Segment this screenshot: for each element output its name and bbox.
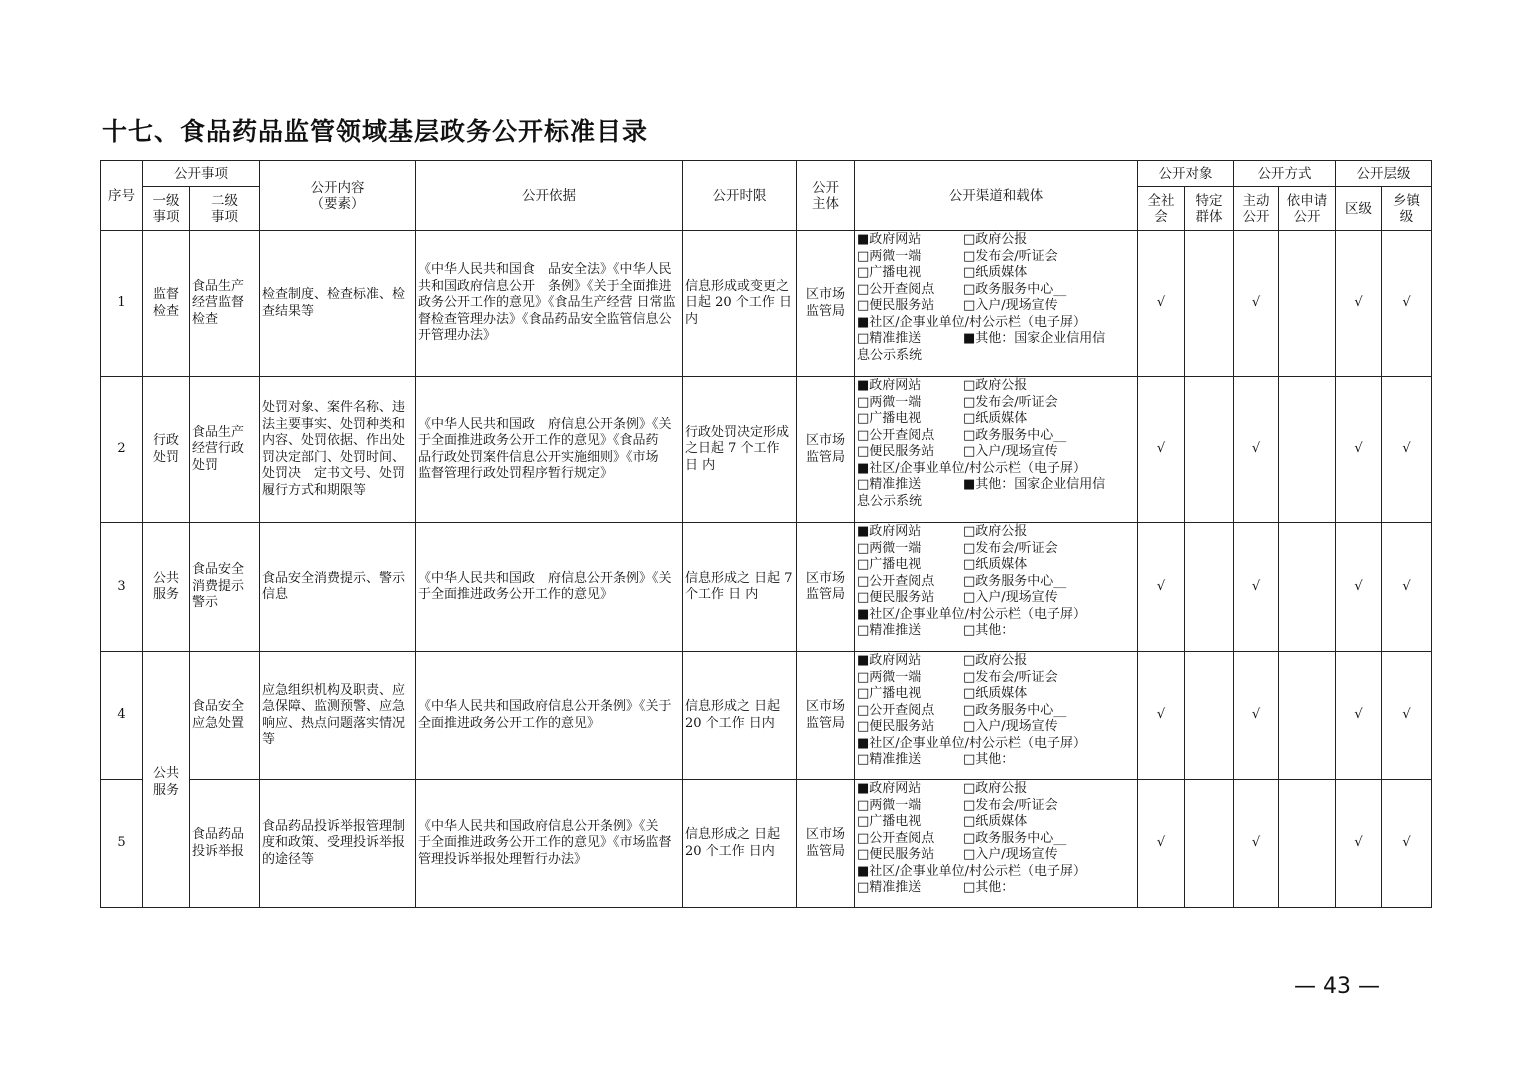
check-level-town: √ bbox=[1382, 652, 1432, 780]
header-time: 公开时限 bbox=[683, 161, 797, 231]
channel-option: □广播电视 bbox=[857, 265, 922, 280]
check-method-request bbox=[1279, 377, 1336, 523]
check-level-town: √ bbox=[1382, 523, 1432, 652]
channel-option: □政务服务中心__ bbox=[963, 281, 1067, 297]
level2-item: 食品生产 经营行政 处罚 bbox=[190, 377, 260, 523]
channel-option: □入户/现场宣传 bbox=[963, 719, 1058, 734]
channel-line bbox=[857, 736, 1135, 753]
channel-line bbox=[857, 831, 1135, 848]
table-row bbox=[101, 652, 1432, 780]
content-cell: 食品药品投诉举报管理制度和政策、受理投诉举报的途径等 bbox=[260, 780, 416, 908]
time-limit-cell: 行政处罚决定形成之日起 7 个工作 日 内 bbox=[683, 377, 797, 523]
channel-option: □纸质媒体 bbox=[963, 557, 1028, 572]
subject-cell: 区市场 监管局 bbox=[797, 231, 855, 377]
header-channels: 公开渠道和载体 bbox=[855, 161, 1138, 231]
channel-line bbox=[857, 524, 1135, 541]
check-target-specific bbox=[1185, 231, 1234, 377]
channel-option: □入户/现场宣传 bbox=[963, 298, 1058, 313]
channel-option: □广播电视 bbox=[857, 557, 922, 572]
check-method-active: √ bbox=[1234, 523, 1279, 652]
channel-option: □发布会/听证会 bbox=[963, 540, 1058, 556]
level1-item: 行政 处罚 bbox=[143, 377, 190, 523]
channel-option: □发布会/听证会 bbox=[963, 248, 1058, 264]
channel-line bbox=[857, 847, 1135, 864]
level2-item: 食品药品 投诉举报 bbox=[190, 780, 260, 908]
check-method-active: √ bbox=[1234, 780, 1279, 908]
check-method-request bbox=[1279, 652, 1336, 780]
channel-option: 息公示系统 bbox=[857, 347, 923, 363]
level1-item: 公共 服务 bbox=[143, 652, 190, 908]
channel-line bbox=[857, 590, 1135, 607]
check-level-district: √ bbox=[1336, 377, 1382, 523]
channel-option: □入户/现场宣传 bbox=[963, 444, 1058, 459]
channel-line bbox=[857, 315, 1135, 332]
channel-option: □两微一端 bbox=[857, 248, 922, 264]
channel-option: □便民服务站 bbox=[857, 298, 935, 313]
channel-line bbox=[857, 249, 1135, 266]
channel-line bbox=[857, 477, 1135, 494]
check-target-all: √ bbox=[1138, 377, 1185, 523]
check-level-town: √ bbox=[1382, 780, 1432, 908]
header-content: 公开内容 （要素） bbox=[260, 161, 416, 231]
row-number: 4 bbox=[101, 652, 143, 780]
time-limit-cell: 信息形成或变更之日起 20 个工作 日 内 bbox=[683, 231, 797, 377]
level1-item: 监督 检查 bbox=[143, 231, 190, 377]
check-level-town: √ bbox=[1382, 377, 1432, 523]
channel-option: ■社区/企事业单位/村公示栏（电子屏） bbox=[857, 735, 1087, 751]
table-row bbox=[101, 780, 1432, 908]
table-body bbox=[101, 231, 1432, 908]
channel-option: □发布会/听证会 bbox=[963, 669, 1058, 685]
header-target: 公开对象 bbox=[1138, 161, 1234, 187]
channel-line bbox=[857, 461, 1135, 478]
check-method-request bbox=[1279, 523, 1336, 652]
channel-line bbox=[857, 880, 1135, 897]
channel-line bbox=[857, 411, 1135, 428]
channel-option: ■政府网站 bbox=[857, 232, 922, 247]
channel-line bbox=[857, 541, 1135, 558]
channel-option: □纸质媒体 bbox=[963, 686, 1028, 701]
channel-option: □发布会/听证会 bbox=[963, 394, 1058, 410]
header-level2: 二级 事项 bbox=[190, 187, 260, 231]
channel-option: □两微一端 bbox=[857, 394, 922, 410]
content-cell: 检查制度、检查标准、检查结果等 bbox=[260, 231, 416, 377]
channel-option: □政务服务中心__ bbox=[963, 702, 1067, 718]
channel-line bbox=[857, 494, 1135, 511]
time-limit-cell: 信息形成之 日起 20 个工作 日内 bbox=[683, 780, 797, 908]
check-target-specific bbox=[1185, 652, 1234, 780]
channel-option: ■政府网站 bbox=[857, 378, 922, 393]
channel-option: □政府公报 bbox=[963, 524, 1028, 539]
check-method-request bbox=[1279, 231, 1336, 377]
channel-option: □其他： bbox=[963, 623, 1015, 638]
channel-option: □便民服务站 bbox=[857, 444, 935, 459]
header-method: 公开方式 bbox=[1234, 161, 1336, 187]
header-target-specific: 特定 群体 bbox=[1185, 187, 1234, 231]
check-level-district: √ bbox=[1336, 523, 1382, 652]
row-number: 2 bbox=[101, 377, 143, 523]
channel-option: □政府公报 bbox=[963, 781, 1028, 796]
channel-line bbox=[857, 703, 1135, 720]
table-header bbox=[101, 161, 1432, 231]
check-target-all: √ bbox=[1138, 231, 1185, 377]
channel-line bbox=[857, 814, 1135, 831]
header-level1: 一级 事项 bbox=[143, 187, 190, 231]
channel-option: ■社区/企事业单位/村公示栏（电子屏） bbox=[857, 314, 1087, 330]
header-subject: 公开 主体 bbox=[797, 161, 855, 231]
channel-option: □精准推送 bbox=[857, 331, 922, 346]
subject-cell: 区市场 监管局 bbox=[797, 780, 855, 908]
channel-option: □公开查阅点 bbox=[857, 573, 935, 589]
check-level-district: √ bbox=[1336, 780, 1382, 908]
level2-item: 食品安全 应急处置 bbox=[190, 652, 260, 780]
channel-option: □便民服务站 bbox=[857, 590, 935, 605]
channel-option: ■社区/企事业单位/村公示栏（电子屏） bbox=[857, 460, 1087, 476]
channel-option: □入户/现场宣传 bbox=[963, 590, 1058, 605]
header-items: 公开事项 bbox=[143, 161, 260, 187]
channel-line bbox=[857, 670, 1135, 687]
channel-option: □两微一端 bbox=[857, 669, 922, 685]
header-method-request: 依申请 公开 bbox=[1279, 187, 1336, 231]
channel-option: □精准推送 bbox=[857, 477, 922, 492]
check-method-active: √ bbox=[1234, 231, 1279, 377]
channels-cell bbox=[855, 780, 1138, 908]
content-cell: 处罚对象、案件名称、违法主要事实、处罚种类和内容、处罚依据、作出处罚决定部门、处罚时间、处罚决 定书文号、处罚履行方式和期限等 bbox=[260, 377, 416, 523]
channel-line bbox=[857, 798, 1135, 815]
content-cell: 食品安全消费提示、警示信息 bbox=[260, 523, 416, 652]
channel-option: ■其他：国家企业信用信 bbox=[963, 477, 1106, 492]
channel-line bbox=[857, 752, 1135, 769]
check-level-district: √ bbox=[1336, 231, 1382, 377]
channel-line bbox=[857, 298, 1135, 315]
level2-item: 食品安全 消费提示 警示 bbox=[190, 523, 260, 652]
channel-option: ■政府网站 bbox=[857, 524, 922, 539]
table-row bbox=[101, 523, 1432, 652]
check-target-all: √ bbox=[1138, 523, 1185, 652]
channel-option: □公开查阅点 bbox=[857, 830, 935, 846]
header-level-district: 区级 bbox=[1336, 187, 1382, 231]
basis-cell: 《中华人民共和国政 府信息公开条例》《关于全面推进政务公开工作的意见》《食品药 品行政处罚案件信息公开实施细则》《市场 监督管理行政处罚程序暂行规定》 bbox=[416, 377, 683, 523]
page-number: — 43 — bbox=[1294, 974, 1380, 999]
row-number: 3 bbox=[101, 523, 143, 652]
channels-cell bbox=[855, 523, 1138, 652]
time-limit-cell: 信息形成之 日起 7个工作 日 内 bbox=[683, 523, 797, 652]
basis-cell: 《中华人民共和国食 品安全法》《中华人民共和国政府信息公开 条例》《关于全面推进 政务公开工作的意见》《食品生产经营 日常监督检查管理办法》《食品药品安全监管信息公开管理办法》 bbox=[416, 231, 683, 377]
basis-cell: 《中华人民共和国政 府信息公开条例》《关于全面推进政务公开工作的意见》 bbox=[416, 523, 683, 652]
channel-line bbox=[857, 282, 1135, 299]
header-level-town: 乡镇 级 bbox=[1382, 187, 1432, 231]
channel-option: □发布会/听证会 bbox=[963, 797, 1058, 813]
channel-option: ■政府网站 bbox=[857, 781, 922, 796]
channel-option: □便民服务站 bbox=[857, 847, 935, 862]
channel-option: □纸质媒体 bbox=[963, 265, 1028, 280]
catalog-table bbox=[100, 160, 1432, 908]
channel-option: □政府公报 bbox=[963, 378, 1028, 393]
channel-line bbox=[857, 557, 1135, 574]
subject-cell: 区市场 监管局 bbox=[797, 377, 855, 523]
channel-option: ■社区/企事业单位/村公示栏（电子屏） bbox=[857, 863, 1087, 879]
channel-line bbox=[857, 232, 1135, 249]
channel-option: □政务服务中心__ bbox=[963, 830, 1067, 846]
check-level-town: √ bbox=[1382, 231, 1432, 377]
check-target-specific bbox=[1185, 523, 1234, 652]
channel-line bbox=[857, 265, 1135, 282]
basis-cell: 《中华人民共和国政府信息公开条例》《关于全面推进政务公开工作的意见》 bbox=[416, 652, 683, 780]
subject-cell: 区市场 监管局 bbox=[797, 652, 855, 780]
channels-cell bbox=[855, 652, 1138, 780]
subject-cell: 区市场 监管局 bbox=[797, 523, 855, 652]
check-target-specific bbox=[1185, 780, 1234, 908]
check-level-district: √ bbox=[1336, 652, 1382, 780]
channel-option: □入户/现场宣传 bbox=[963, 847, 1058, 862]
channel-line bbox=[857, 653, 1135, 670]
basis-cell: 《中华人民共和国政府信息公开条例》《关 于全面推进政务公开工作的意见》《市场监督管理投诉举报处理暂行办法》 bbox=[416, 780, 683, 908]
channel-option: □精准推送 bbox=[857, 623, 922, 638]
channel-line bbox=[857, 444, 1135, 461]
channel-option: □其他： bbox=[963, 880, 1015, 895]
check-method-active: √ bbox=[1234, 377, 1279, 523]
channel-line bbox=[857, 395, 1135, 412]
channel-option: □精准推送 bbox=[857, 880, 922, 895]
channel-line bbox=[857, 574, 1135, 591]
time-limit-cell: 信息形成之 日起 20 个工作 日内 bbox=[683, 652, 797, 780]
channel-option: □公开查阅点 bbox=[857, 281, 935, 297]
channel-option: 息公示系统 bbox=[857, 493, 923, 509]
row-number: 5 bbox=[101, 780, 143, 908]
channels-cell bbox=[855, 377, 1138, 523]
channel-option: □便民服务站 bbox=[857, 719, 935, 734]
channel-option: ■其他：国家企业信用信 bbox=[963, 331, 1106, 346]
channel-line bbox=[857, 378, 1135, 395]
channel-option: □纸质媒体 bbox=[963, 814, 1028, 829]
channel-option: □两微一端 bbox=[857, 540, 922, 556]
row-number: 1 bbox=[101, 231, 143, 377]
channel-option: □其他： bbox=[963, 752, 1015, 767]
level2-item: 食品生产 经营监督 检查 bbox=[190, 231, 260, 377]
check-method-active: √ bbox=[1234, 652, 1279, 780]
check-target-specific bbox=[1185, 377, 1234, 523]
channel-option: □政务服务中心__ bbox=[963, 427, 1067, 443]
table-row bbox=[101, 231, 1432, 377]
content-cell: 应急组织机构及职责、应急保障、监测预警、应急响应、热点问题落实情况等 bbox=[260, 652, 416, 780]
channel-line bbox=[857, 864, 1135, 881]
channel-line bbox=[857, 623, 1135, 640]
channel-line bbox=[857, 719, 1135, 736]
table-row bbox=[101, 377, 1432, 523]
check-target-all: √ bbox=[1138, 780, 1185, 908]
page-title: 十七、食品药品监管领域基层政务公开标准目录 bbox=[102, 117, 649, 146]
channel-line bbox=[857, 607, 1135, 624]
channel-option: □政府公报 bbox=[963, 653, 1028, 668]
check-method-request bbox=[1279, 780, 1336, 908]
channel-option: □广播电视 bbox=[857, 686, 922, 701]
header-target-all: 全社 会 bbox=[1138, 187, 1185, 231]
channel-option: ■社区/企事业单位/村公示栏（电子屏） bbox=[857, 606, 1087, 622]
channel-line bbox=[857, 348, 1135, 365]
channel-option: □政务服务中心__ bbox=[963, 573, 1067, 589]
channel-line bbox=[857, 428, 1135, 445]
channel-option: □政府公报 bbox=[963, 232, 1028, 247]
channel-line bbox=[857, 331, 1135, 348]
check-target-all: √ bbox=[1138, 652, 1185, 780]
header-level: 公开层级 bbox=[1336, 161, 1432, 187]
channel-option: □公开查阅点 bbox=[857, 427, 935, 443]
channel-option: □精准推送 bbox=[857, 752, 922, 767]
header-method-active: 主动 公开 bbox=[1234, 187, 1279, 231]
channel-option: □广播电视 bbox=[857, 814, 922, 829]
channel-option: □纸质媒体 bbox=[963, 411, 1028, 426]
channel-line bbox=[857, 781, 1135, 798]
channel-option: ■政府网站 bbox=[857, 653, 922, 668]
channel-option: □两微一端 bbox=[857, 797, 922, 813]
channel-line bbox=[857, 686, 1135, 703]
header-basis: 公开依据 bbox=[416, 161, 683, 231]
channel-option: □公开查阅点 bbox=[857, 702, 935, 718]
level1-item: 公共 服务 bbox=[143, 523, 190, 652]
channels-cell bbox=[855, 231, 1138, 377]
header-seq: 序号 bbox=[101, 161, 143, 231]
channel-option: □广播电视 bbox=[857, 411, 922, 426]
